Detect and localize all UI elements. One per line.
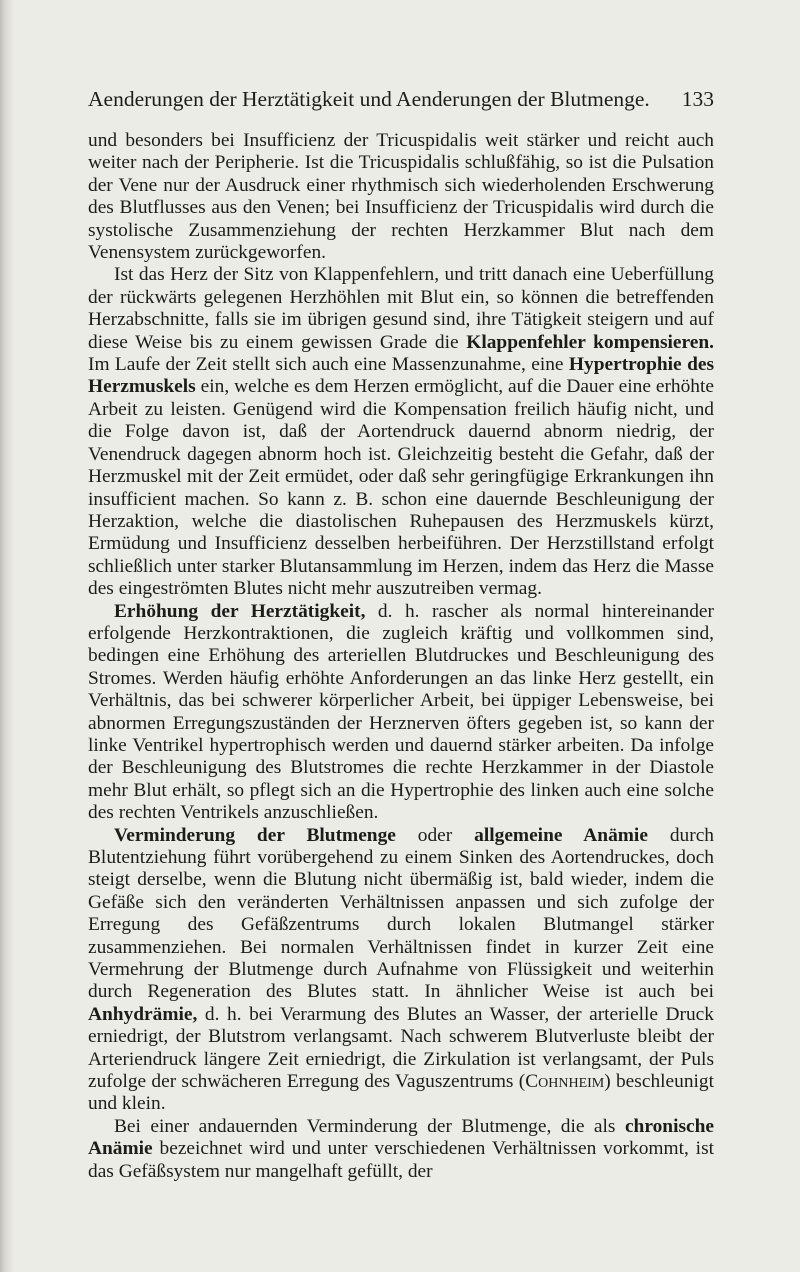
text-run: Bei einer andauernden Verminderung der Blutmenge, die als	[114, 1115, 625, 1137]
text-run: oder	[395, 824, 475, 846]
text-run: und besonders bei Insufficienz der Tricuspidalis weit stärker und reicht auch weiter nach der Peripherie. Ist die Tricuspidalis schlußfähig, so ist die Pulsation der Vene nur der Ausdruck einer rhythmisch sich wiederholenden Erschwerung des Blutflusses aus den Venen; bei Insufficienz der Tricuspidalis wird durch die systolische Zusammenziehung der rechten Herzkammer Blut nach dem Venensystem zurückgeworfen.	[88, 130, 714, 264]
body-text	[88, 130, 714, 1183]
text-run: ) beschleunigt und klein.	[88, 1071, 714, 1115]
paragraph	[88, 1116, 714, 1183]
paragraph	[88, 264, 714, 600]
bold-term: Klappenfehler kompensieren.	[466, 331, 714, 353]
text-run: d. h. rascher als normal hintereinander erfolgende Herzkontraktionen, die zugleich kräftig und vollkommen sind, bedingen eine Erhöhung des arteriellen Blutdruckes und Beschleunigung des Stromes. Werden häufig erhöhte Anforderungen an das linke Herz gestellt, ein Verhältnis, das bei schwerer körperlicher Arbeit, bei üppiger Lebensweise, bei abnormen Erregungszuständen der Herznerven öfters gegeben ist, so kann der linke Ventrikel hypertrophisch werden und dauernd stärker arbeiten. Da infolge der Beschleunigung des Blutstromes die rechte Herzkammer in der Diastole mehr Blut erhält, so pflegt sich an die Hypertrophie des linken auch eine solche des rechten Ventrikels anzuschließen.	[88, 600, 714, 824]
bold-term: Erhöhung der Herztätigkeit,	[114, 600, 366, 622]
bold-term: chronische Anämie	[88, 1115, 714, 1160]
paragraph	[88, 825, 714, 1116]
text-run: durch Blutentziehung führt vorübergehend zu einem Sinken des Aortendruckes, doch steigt derselbe, wenn die Blutung nicht übermäßig ist, bald wieder, indem die Gefäße sich den veränderten Verhältnissen anpassen und sich zufolge der Erregung des Gefäßzentrums durch lokalen Blutmangel stärker zusammenziehen. Bei normalen Verhältnissen findet in kurzer Zeit eine Vermehrung der Blutmenge durch Aufnahme von Flüssigkeit und weiterhin durch Regeneration des Blutes statt. In ähnlicher Weise ist auch bei	[88, 824, 714, 1003]
text-run: bezeichnet wird und unter verschiedenen Verhältnissen vorkommt, ist das Gefäßsystem nur mangelhaft gefüllt, der	[88, 1138, 714, 1182]
page-number: 133	[681, 87, 714, 111]
text-run: Ist das Herz der Sitz von Klappenfehlern, und tritt danach eine Ueberfüllung der rückwärts gelegenen Herzhöhlen mit Blut ein, so können die betreffenden Herzabschnitte, falls sie im übrigen gesund sind, ihre Tätigkeit steigern und auf diese Weise bis zu einem gewissen Grade die	[88, 264, 714, 353]
bold-term: Verminderung der Blutmenge	[114, 824, 396, 846]
author-name: Cohnheim	[525, 1071, 605, 1093]
page-binding-edge	[0, 0, 14, 1272]
paragraph	[88, 130, 714, 264]
bold-term: Hypertrophie des Herzmuskels	[88, 354, 715, 398]
text-run: Im Laufe der Zeit stellt sich auch eine Massenzunahme, eine	[88, 354, 569, 376]
text-run: d. h. bei Verarmung des Blutes an Wasser, der arterielle Druck erniedrigt, der Blutstrom verlangsamt. Nach schwerem Blutverluste bleibt der Arteriendruck längere Zeit erniedrigt, die Zirkulation ist verlangsamt, der Puls zufolge der schwächeren Erregung des Vaguszentrums (	[88, 1003, 714, 1093]
bold-term: Anhydrämie,	[88, 1003, 198, 1025]
running-title: Aenderungen der Herztätigkeit und Aenderungen der Blutmenge.	[88, 87, 650, 111]
text-run: ein, welche es dem Herzen ermöglicht, auf die Dauer eine erhöhte Arbeit zu leisten. Genügend wird die Kompensation freilich häufig nicht, und die Folge davon ist, daß der Aortendruck dauernd abnorm niedrig, der Venendruck dagegen abnorm hoch ist. Gleichzeitig besteht die Gefahr, daß der Herzmuskel mit der Zeit ermüdet, oder daß sehr geringfügige Erkrankungen ihn insufficient machen. So kann z. B. schon eine dauernde Beschleunigung der Herzaktion, welche die diastolischen Ruhepausen des Herzmuskels kürzt, Ermüdung und Insufficienz desselben herbeiführen. Der Herzstillstand erfolgt schließlich unter starker Blutansammlung im Herzen, indem das Herz die Masse des eingeströmten Blutes nicht mehr auszutreiben vermag.	[88, 376, 714, 600]
paragraph	[88, 601, 714, 825]
bold-term: allgemeine Anämie	[474, 824, 648, 846]
running-header	[88, 84, 714, 114]
